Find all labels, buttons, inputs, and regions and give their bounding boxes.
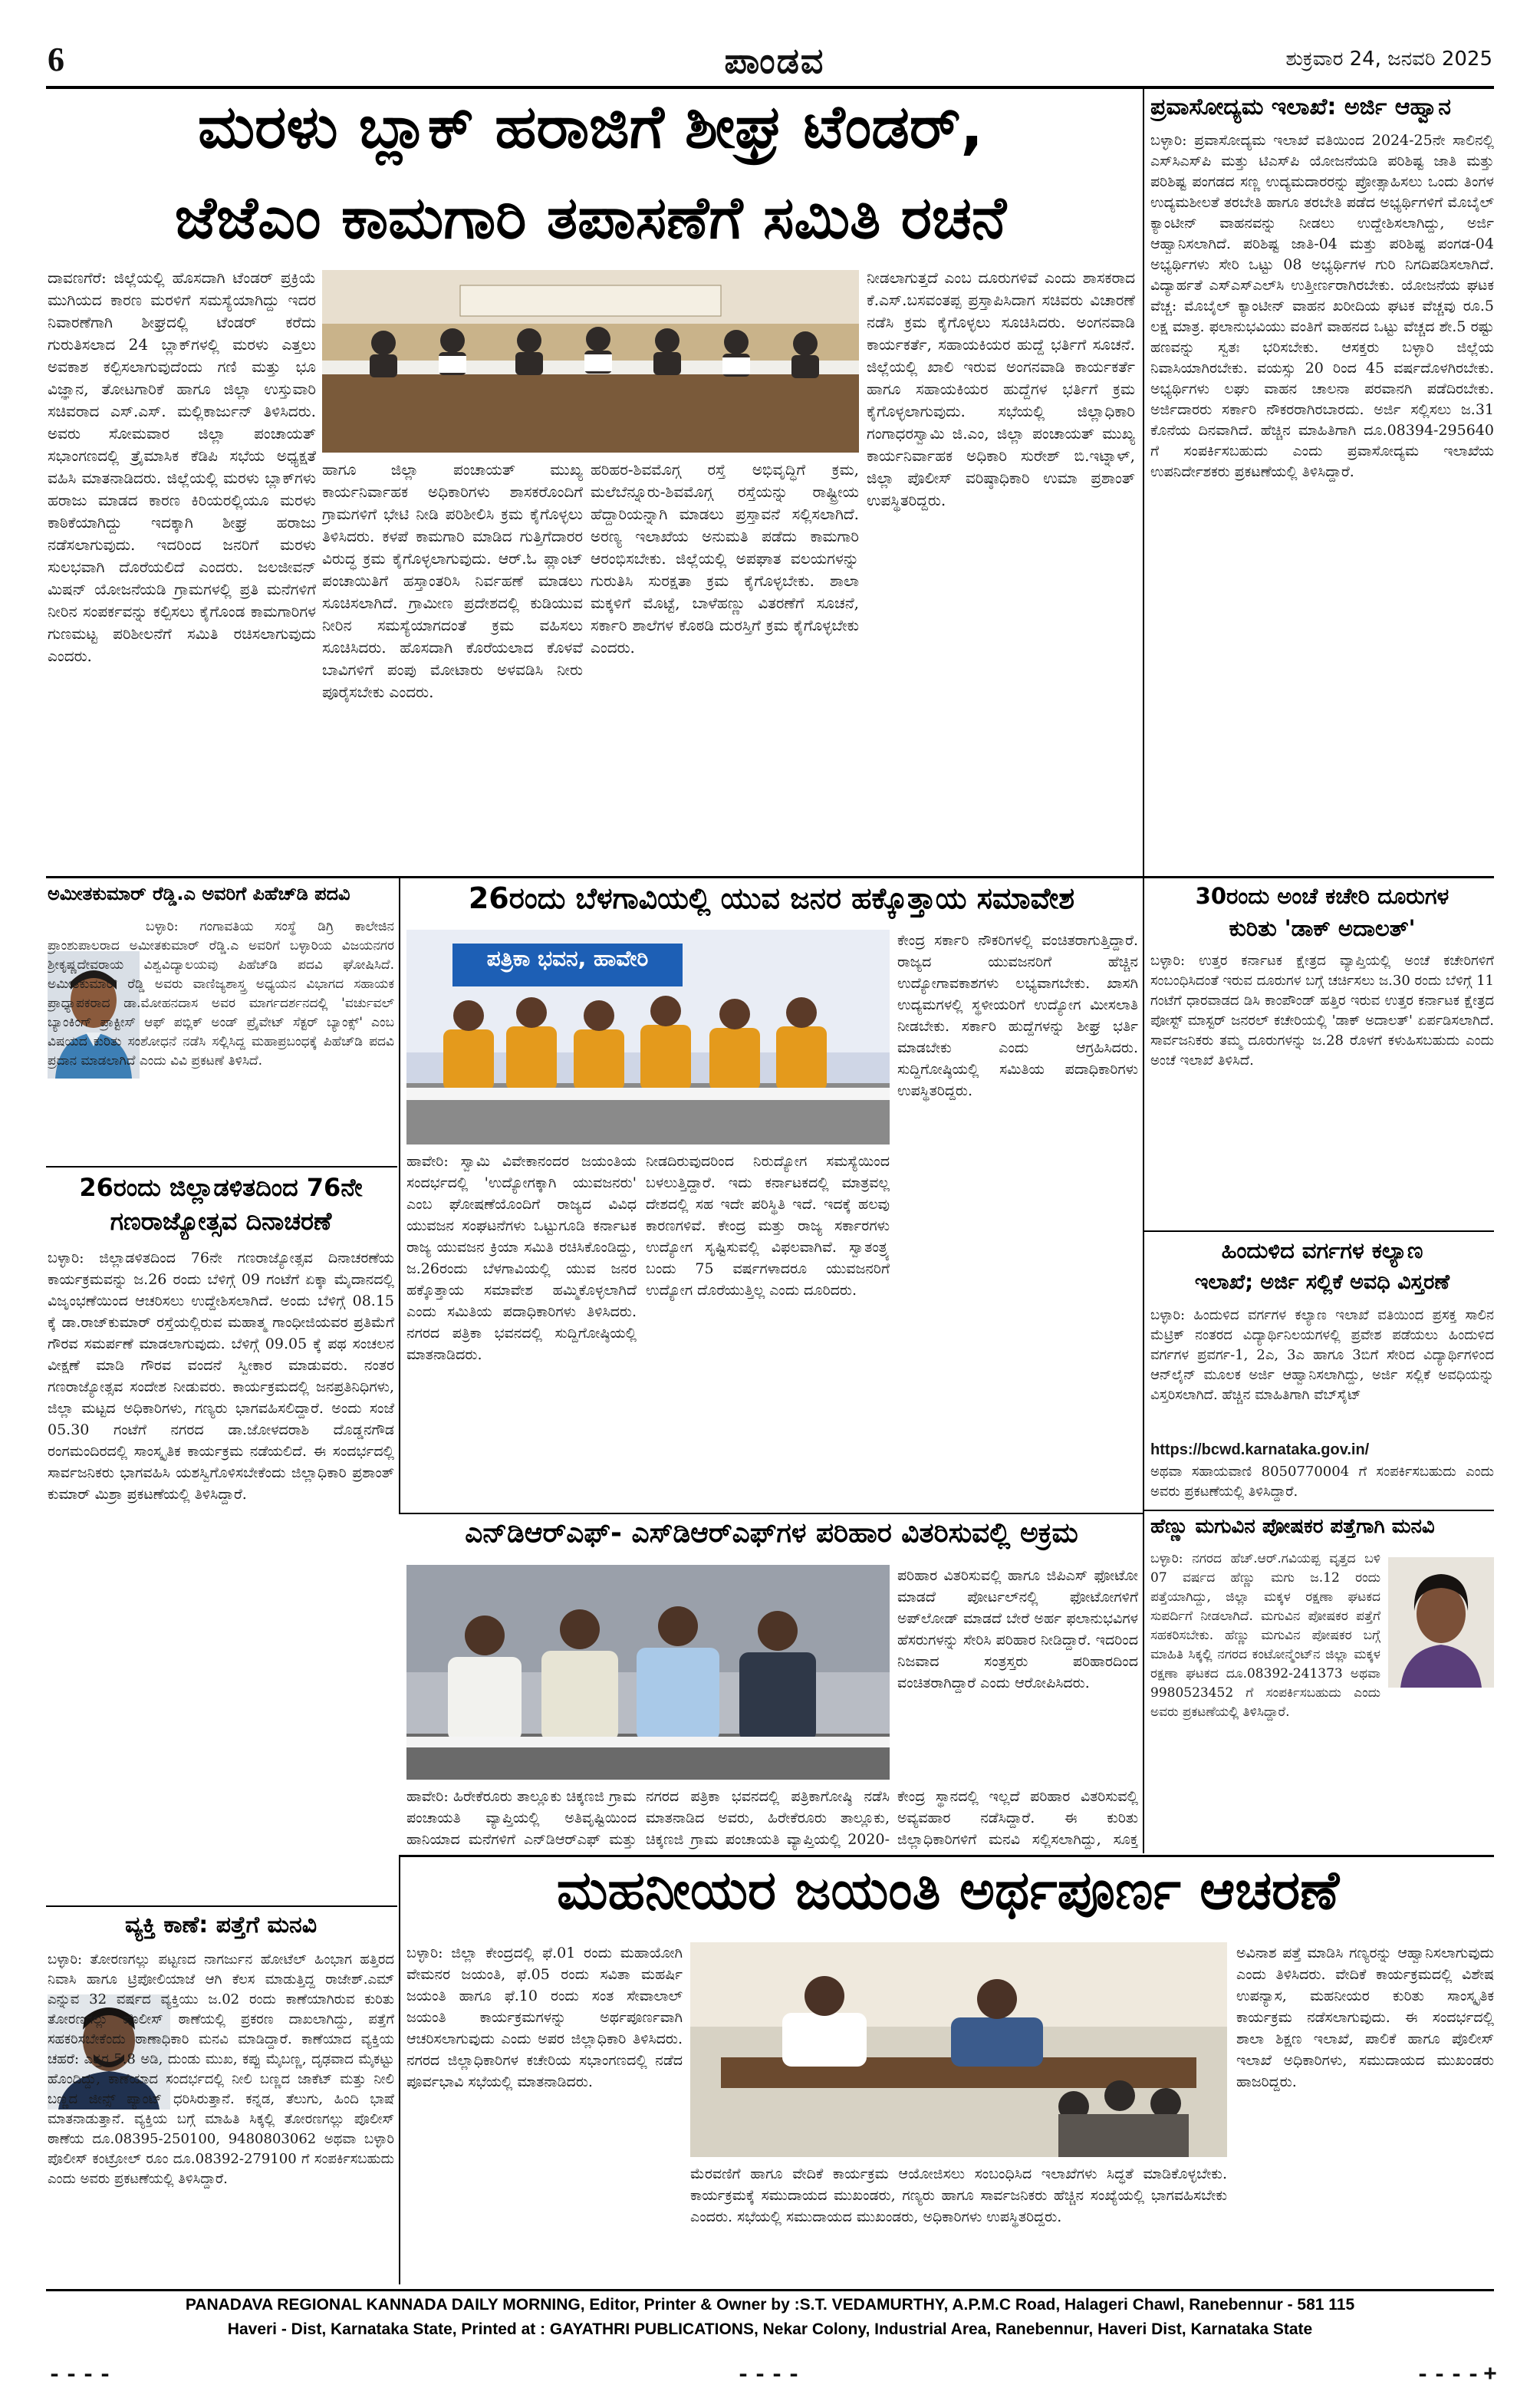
lead-headline-line2: ಜೆಜೆಎಂ ಕಾಮಗಾರಿ ತಪಾಸಣೆಗೆ ಸಮಿತಿ ರಚನೆ: [174, 184, 1007, 252]
ndrf-headline: ಎನ್‌ಡಿಆರ್‌ಎಫ್- ಎಸ್‌ಡಿಆರ್‌ಎಫ್‌ಗಳ ಪರಿಹಾರ ವಿತರಿಸುವಲ್ಲಿ ಅಕ್ರಮ: [465, 1517, 1078, 1549]
youth-headline: 26ರಂದು ಬೆಳಗಾವಿಯಲ್ಲಿ ಯುವ ಜನರ ಹಕ್ಕೊತ್ತಾಯ ಸಮಾವೇಶ: [468, 882, 1075, 915]
ndrf-col-1: ಹಾವೇರಿ: ಹಿರೇಕೆರೂರು ತಾಲ್ಲೂಕು ಚಿಕ್ಕಣಜಿ ಗ್ರಾಮ ಪಂಚಾಯತಿ ವ್ಯಾಪ್ತಿಯಲ್ಲಿ ಅತಿವೃಷ್ಟಿಯಿಂದ ಹಾನಿಯಾದ ಮನೆಗಳಿಗೆ ಎನ್‌ಡಿಆರ್‌ಎಫ್ ಮತ್ತು: [406, 1788, 637, 1848]
meeting-photo-image: [322, 270, 859, 453]
employment-body: ಬಳ್ಳಾರಿ: ಪ್ರವಾಸೋದ್ಯಮ ಇಲಾಖೆ ವತಿಯಿಂದ 2024-25ನೇ ಸಾಲಿನಲ್ಲಿ ಎಸ್‌ಸಿಎಸ್‌ಪಿ ಮತ್ತು ಟಿಎಸ್‌ಪಿ ಯೋಜನೆಯಡಿ ಪರಿಶಿಷ್ಟ ಜಾತಿ ಮತ್ತು ಪರಿಶಿಷ್ಟ ಪಂಗಡದ ಸಣ್ಣ ಉದ್ಯಮದಾರರನ್ನು ಪ್ರೋತ್ಸಾಹಿಸಲು ಒಂದು ತಿಂಗಳ ಉದ್ಯಮಶೀಲತೆ ತರಬೇತಿ ಹಾಗೂ ತರಬೇತಿ ಪಡೆದ ಅಭ್ಯರ್ಥಿಗಳಿಗೆ ಮೊಬೈಲ್ ಕ್ಯಾಂಟೀನ್ ವಾಹನವನ್ನು ನೀಡಲು ಉದ್ದೇಶಿಸಲಾಗಿದ್ದು, ಅರ್ಜಿ ಆಹ್ವಾನಿಸಲಾಗಿದೆ. ಪರಿಶಿಷ್ಟ ಜಾತಿ-04 ಮತ್ತು ಪರಿಶಿಷ್ಟ ಪಂಗಡ-04 ಅಭ್ಯರ್ಥಿಗಳು ಸೇರಿ ಒಟ್ಟು 08 ಅಭ್ಯರ್ಥಿಗಳ ಗುರಿ ನಿಗದಿಪಡಿಸಲಾಗಿದೆ. ವಿದ್ಯಾರ್ಹತೆ ಎಸ್‌ಎಸ್‌ಎಲ್‌ಸಿ ಉತ್ತೀರ್ಣರಾಗಿರಬೇಕು. ಯೋಜನೆಯ ಘಟಕ ವೆಚ್ಚ: ಮೊಬೈಲ್ ಕ್ಯಾಂಟೀನ್ ವಾಹನ ಖರೀದಿಯ ಘಟಕ ವೆಚ್ಚವು ರೂ.5 ಲಕ್ಷ ಮಾತ್ರ. ಫಲಾನುಭವಿಯು ವಂತಿಗೆ ವಾಹನದ ಒಟ್ಟು ವೆಚ್ಚದ ಶೇ.5 ರಷ್ಟು ಹಣವನ್ನು ಸ್ವತಃ ಭರಿಸಬೇಕು. ಆಸಕ್ತರು ಬಳ್ಳಾರಿ ಜಿಲ್ಲೆಯ ನಿವಾಸಿಯಾಗಿರಬೇಕು. ವಯಸ್ಸು 20 ರಿಂದ 45 ವರ್ಷದೊಳಗಿರಬೇಕು. ಅಭ್ಯರ್ಥಿಗಳು ಲಘು ವಾಹನ ಚಾಲನಾ ಪರವಾನಗಿ ಪಡೆದಿರಬೇಕು. ಅರ್ಜಿದಾರರು ಸರ್ಕಾರಿ ನೌಕರರಾಗಿರಬಾರದು. ಅರ್ಜಿ ಸಲ್ಲಿಸಲು ಜ.31 ಕೊನೆಯ ದಿನವಾಗಿದೆ. ಹೆಚ್ಚಿನ ಮಾಹಿತಿಗಾಗಿ ದೂ.08394-295640 ಗೆ ಸಂಪರ್ಕಿಸಬಹುದು ಎಂದು ಪ್ರವಾಸೋದ್ಯಮ ಇಲಾಖೆಯ ಉಪನಿರ್ದೇಶಕರು ಪ್ರಕಟಣೆಯಲ್ಲಿ ತಿಳಿಸಿದ್ದಾರೆ.: [1150, 132, 1494, 480]
meeting-photo: [322, 270, 859, 453]
amith-rule: [46, 1166, 397, 1168]
footer-rule: [46, 2289, 1494, 2291]
right-column-divider: [1143, 89, 1144, 1853]
ndrf-photo: [406, 1565, 890, 1780]
footer-dash-left: ----: [48, 2363, 116, 2389]
band-rule-right: [1144, 876, 1494, 878]
lead-col-1: ದಾವಣಗೆರೆ: ಜಿಲ್ಲೆಯಲ್ಲಿ ಹೊಸದಾಗಿ ಟೆಂಡರ್ ಪ್ರಕ್ರಿಯೆ ಮುಗಿಯದ ಕಾರಣ ಮರಳಿಗೆ ಸಮಸ್ಯೆಯಾಗಿದ್ದು ಇದರ ನಿವಾರಣೆಗಾಗಿ ಶೀಘ್ರದಲ್ಲಿ ಟೆಂಡರ್ ಕರೆದು ಗುರುತಿಸಲಾದ 24 ಬ್ಲಾಕ್‌ಗಳಲ್ಲಿ ಮರಳು ಎತ್ತಲು ಅವಕಾಶ ಕಲ್ಪಿಸಲಾಗುವುದೆಂದು ಗಣಿ ಮತ್ತು ಭೂ ವಿಜ್ಞಾನ, ತೋಟಗಾರಿಕೆ ಹಾಗೂ ಜಿಲ್ಲಾ ಉಸ್ತುವಾರಿ ಸಚಿವರಾದ ಎಸ್.ಎಸ್. ಮಲ್ಲಿಕಾರ್ಜುನ್ ತಿಳಿಸಿದರು. ಅವರು ಸೋಮವಾರ ಜಿಲ್ಲಾ ಪಂಚಾಯತ್ ಸಭಾಂಗಣದಲ್ಲಿ ತ್ರೈಮಾಸಿಕ ಕೆಡಿಪಿ ಸಭೆಯ ಅಧ್ಯಕ್ಷತೆ ವಹಿಸಿ ಮಾತನಾಡಿದರು. ಜಿಲ್ಲೆಯಲ್ಲಿ ಮರಳು ಬ್ಲಾಕ್‌ಗಳು ಹರಾಜು ಮಾಡದ ಕಾರಣ ಕಿರಿಯರಲ್ಲಿಯೂ ಮರಳು ಕಾಠಿಕೆಯಾಗಿದ್ದು ಇದಕ್ಕಾಗಿ ಶೀಘ್ರ ಹರಾಜು ನಡೆಸಲಾಗುವುದು. ಇದರಿಂದ ಜನರಿಗೆ ಮರಳು ಸುಲಭವಾಗಿ ದೊರೆಯಲಿದೆ ಎಂದರು. ಜಲಜೀವನ್ ಮಿಷನ್ ಯೋಜನೆಯಡಿ ಗ್ರಾಮಗಳಲ್ಲಿ ಪ್ರತಿ ಮನೆಗಳಿಗೆ ನೀರಿನ ಸಂಪರ್ಕವನ್ನು ಕಲ್ಪಿಸಲು ಕೈಗೊಂಡ ಕಾಮಗಾರಿಗಳ ಗುಣಮಟ್ಟ ಪರಿಶೀಲನೆಗೆ ಸಮಿತಿ ರಚಿಸಲಾಗುವುದು ಎಂದರು.: [48, 268, 316, 665]
girl-headline: ಹೆಣ್ಣು ಮಗುವಿನ ಪೋಷಕರ ಪತ್ತೆಗಾಗಿ ಮನವಿ: [1150, 1515, 1435, 1538]
jayanti-top-rule: [399, 1855, 1494, 1857]
backward-headline-line1: ಹಿಂದುಳಿದ ವರ್ಗಗಳ ಕಲ್ಯಾಣ: [1221, 1237, 1423, 1263]
page-number: 6: [48, 41, 64, 78]
backward-headline-line2: ಇಲಾಖೆ; ಅರ್ಜಿ ಸಲ್ಲಿಕೆ ಅವಧಿ ವಿಸ್ತರಣೆ: [1194, 1270, 1450, 1294]
youth-col-1: ಹಾವೇರಿ: ಸ್ವಾಮಿ ವಿವೇಕಾನಂದರ ಜಯಂತಿಯ ಸಂದರ್ಭದಲ್ಲಿ 'ಉದ್ಯೋಗಕ್ಕಾಗಿ ಯುವಜನರು' ಎಂಬ ಘೋಷಣೆಯೊಂದಿಗೆ ರಾಜ್ಯದ ವಿವಿಧ ಯುವಜನ ಸಂಘಟನೆಗಳು ಒಟ್ಟುಗೂಡಿ ಕರ್ನಾಟಕ ರಾಜ್ಯ ಯುವಜನ ಕ್ರಿಯಾ ಸಮಿತಿ ರಚಿಸಿಕೊಂಡಿದ್ದು, ಜ.26ರಂದು ಬೆಳಗಾವಿಯಲ್ಲಿ ಯುವ ಜನರ ಹಕ್ಕೊತ್ತಾಯ ಸಮಾವೇಶ ಹಮ್ಮಿಕೊಳ್ಳಲಾಗಿದೆ ಎಂದು ಸಮಿತಿಯ ಪದಾಧಿಕಾರಿಗಳು ತಿಳಿಸಿದರು. ನಗರದ ಪತ್ರಿಕಾ ಭವನದಲ್ಲಿ ಸುದ್ದಿಗೋಷ್ಠಿಯಲ್ಲಿ ಮಾತನಾಡಿದರು.: [406, 1153, 637, 1363]
mid-divider-left: [399, 878, 400, 1514]
lead-col-2: ಹಾಗೂ ಜಿಲ್ಲಾ ಪಂಚಾಯತ್ ಮುಖ್ಯ ಕಾರ್ಯನಿರ್ವಾಹಕ ಅಧಿಕಾರಿಗಳು ಶಾಸಕರೊಂದಿಗೆ ಗ್ರಾಮಗಳಿಗೆ ಭೇಟಿ ನೀಡಿ ಪರಿಶೀಲಿಸಿ ಕ್ರಮ ಕೈಗೊಳ್ಳಲು ತಿಳಿಸಿದರು. ಕಳಪೆ ಕಾಮಗಾರಿ ಮಾಡಿದ ಗುತ್ತಿಗೆದಾರರ ವಿರುದ್ಧ ಕ್ರಮ ಕೈಗೊಳ್ಳಲಾಗುವುದು. ಆರ್.ಓ ಪ್ಲಾಂಟ್ ಪಂಚಾಯಿತಿಗೆ ಹಸ್ತಾಂತರಿಸಿ ನಿರ್ವಹಣೆ ಮಾಡಲು ಸೂಚಿಸಲಾಗಿದೆ. ಗ್ರಾಮೀಣ ಪ್ರದೇಶದಲ್ಲಿ ಕುಡಿಯುವ ನೀರಿನ ಸಮಸ್ಯೆಯಾಗದಂತೆ ಕ್ರಮ ವಹಿಸಲು ಸೂಚಿಸಿದರು. ಹೊಸದಾಗಿ ಕೊರೆಯಲಾದ ಕೊಳವೆ ಬಾವಿಗಳಿಗೆ ಪಂಪು ಮೋಟಾರು ಅಳವಡಿಸಿ ನೀರು ಪೂರೈಸಬೇಕು ಎಂದರು.: [322, 460, 583, 701]
masthead-rule: [46, 86, 1494, 89]
post-rule: [1144, 1230, 1494, 1232]
backward-rule: [1144, 1510, 1494, 1511]
girl-body: ಬಳ್ಳಾರಿ: ನಗರದ ಹೆಚ್.ಆರ್.ಗವಿಯಪ್ಪ ವೃತ್ತದ ಬಳಿ 07 ವರ್ಷದ ಹೆಣ್ಣು ಮಗು ಜ.12 ರಂದು ಪತ್ತೆಯಾಗಿದ್ದು, ಜಿಲ್ಲಾ ಮಕ್ಕಳ ರಕ್ಷಣಾ ಘಟಕದ ಸುಪರ್ದಿಗೆ ನೀಡಲಾಗಿದೆ. ಮಗುವಿನ ಪೋಷಕರ ಪತ್ತೆಗೆ ಸಹಕರಿಸಬೇಕು. ಹೆಣ್ಣು ಮಗುವಿನ ಪೋಷಕರ ಬಗ್ಗೆ ಮಾಹಿತಿ ಸಿಕ್ಕಲ್ಲಿ ನಗರದ ಕಂಟೋನ್ಮೆಂಟ್‌ನ ಜಿಲ್ಲಾ ಮಕ್ಕಳ ರಕ್ಷಣಾ ಘಟಕದ ದೂ.08392-241373 ಅಥವಾ 9980523452 ಗೆ ಸಂಪರ್ಕಿಸಬಹುದು ಎಂದು ಅವರು ಪ್ರಕಟಣೆಯಲ್ಲಿ ತಿಳಿಸಿದ್ದಾರೆ.: [1150, 1551, 1380, 1720]
post-headline-line2: ಕುರಿತು 'ಡಾಕ್ ಅದಾಲತ್': [1229, 915, 1416, 941]
ndrf-top-text: ಪರಿಹಾರ ವಿತರಿಸುವಲ್ಲಿ ಹಾಗೂ ಜಿಪಿಎಸ್ ಫೋಟೋ ಮಾಡದೆ ಪೋರ್ಟಲ್‌ನಲ್ಲಿ ಫೋಟೋಗಳಿಗೆ ಅಪ್‌ಲೋಡ್ ಮಾಡದೆ ಬೇರೆ ಅರ್ಹ ಫಲಾನುಭವಿಗಳ ಹೆಸರುಗಳನ್ನು ಸೇರಿಸಿ ಪರಿಹಾರ ನೀಡಿದ್ದಾರೆ. ಇದರಿಂದ ನಿಜವಾದ ಸಂತ್ರಸ್ತರು ಪರಿಹಾರದಿಂದ ವಂಚಿತರಾಗಿದ್ದಾರೆ ಎಂದು ಆರೋಪಿಸಿದರು.: [897, 1567, 1138, 1691]
girl-portrait: [1388, 1557, 1494, 1688]
jayanti-col-3: ಅವಿನಾಶ ಪತ್ತೆ ಮಾಡಿಸಿ ಗಣ್ಯರನ್ನು ಆಹ್ವಾನಿಸಲಾಗುವುದು ಎಂದು ತಿಳಿಸಿದರು. ವೇದಿಕೆ ಕಾರ್ಯಕ್ರಮದಲ್ಲಿ ವಿಶೇಷ ಉಪನ್ಯಾಸ, ಮಹನೀಯರ ಕುರಿತು ಸಾಂಸ್ಕೃತಿಕ ಕಾರ್ಯಕ್ರಮ ನಡೆಸಲಾಗುವುದು. ಈ ಸಂದರ್ಭದಲ್ಲಿ ಶಾಲಾ ಶಿಕ್ಷಣ ಇಲಾಖೆ, ಪಾಲಿಕೆ ಹಾಗೂ ಪೊಲೀಸ್ ಇಲಾಖೆ ಅಧಿಕಾರಿಗಳು, ಸಮುದಾಯದ ಮುಖಂಡರು ಹಾಜರಿದ್ದರು.: [1236, 1945, 1494, 2090]
ndrf-col-2: ನಗರದ ಪತ್ರಿಕಾ ಭವನದಲ್ಲಿ ಪತ್ರಿಕಾಗೋಷ್ಠಿ ನಡೆಸಿ ಮಾತನಾಡಿದ ಅವರು, ಹಿರೇಕೆರೂರು ತಾಲ್ಲೂಕು, ಚಿಕ್ಕಣಜಿ ಗ್ರಾಮ ಪಂಚಾಯತಿ ವ್ಯಾಪ್ತಿಯಲ್ಲಿ 2020-: [646, 1788, 890, 1848]
lead-col-3: ಹರಿಹರ-ಶಿವಮೊಗ್ಗ ರಸ್ತೆ ಅಭಿವೃದ್ಧಿಗೆ ಕ್ರಮ, ಮಲೆಬೆನ್ನೂರು-ಶಿವಮೊಗ್ಗ ರಸ್ತೆಯನ್ನು ರಾಷ್ಟ್ರೀಯ ಹೆದ್ದಾರಿಯನ್ನಾಗಿ ಮಾಡಲು ಪ್ರಸ್ತಾವನೆ ಸಲ್ಲಿಸಲಾಗಿದೆ. ಅರಣ್ಯ ಇಲಾಖೆಯ ಅನುಮತಿ ಪಡೆದು ಕಾಮಗಾರಿ ಆರಂಭಿಸಬೇಕು. ಜಿಲ್ಲೆಯಲ್ಲಿ ಅಪಘಾತ ವಲಯಗಳನ್ನು ಗುರುತಿಸಿ ಸುರಕ್ಷತಾ ಕ್ರಮ ಕೈಗೊಳ್ಳಬೇಕು. ಶಾಲಾ ಮಕ್ಕಳಿಗೆ ಮೊಟ್ಟೆ, ಬಾಳೆಹಣ್ಣು ವಿತರಣೆಗೆ ಸೂಚನೆ, ಸರ್ಕಾರಿ ಶಾಲೆಗಳ ಕೊಠಡಿ ದುರಸ್ತಿಗೆ ಕ್ರಮ ಕೈಗೊಳ್ಳಬೇಕು ಎಂದರು.: [591, 460, 859, 657]
footer-line-1: PANADAVA REGIONAL KANNADA DAILY MORNING, Editor, Printer & Owner by :S.T. VEDAMURTHY, A.P.M.C Road, Halageri Chawl, Ranebennur - 581 115: [185, 2296, 1355, 2314]
republic-headline-line1: 26ರಂದು ಜಿಲ್ಲಾಡಳಿತದಿಂದ 76ನೇ: [79, 1173, 363, 1202]
jayanti-headline: ಮಹನೀಯರ ಜಯಂತಿ ಅರ್ಥಪೂರ್ಣ ಆಚರಣೆ: [556, 1859, 1340, 1922]
ndrf-col-3: ಕೇಂದ್ರ ಸ್ಥಾನದಲ್ಲಿ ಇಲ್ಲದೆ ಪರಿಹಾರ ವಿತರಿಸುವಲ್ಲಿ ಅವ್ಯವಹಾರ ನಡೆಸಿದ್ದಾರೆ. ಈ ಕುರಿತು ಜಿಲ್ಲಾಧಿಕಾರಿಗಳಿಗೆ ಮನವಿ ಸಲ್ಲಿಸಲಾಗಿದ್ದು, ಸೂಕ್ತ: [897, 1788, 1138, 1848]
jayanti-left-divider: [399, 1855, 400, 2284]
post-headline-line1: 30ರಂದು ಅಂಚೆ ಕಚೇರಿ ದೂರುಗಳ: [1195, 883, 1450, 909]
republic-headline-line2: ಗಣರಾಜ್ಯೋತ್ಸವ ದಿನಾಚರಣೆ: [110, 1207, 332, 1236]
lead-headline-line1: ಮರಳು ಬ್ಲಾಕ್ ಹರಾಜಿಗೆ ಶೀಘ್ರ ಟೆಂಡರ್,: [197, 94, 984, 162]
republic-body: ಬಳ್ಳಾರಿ: ಜಿಲ್ಲಾಡಳಿತದಿಂದ 76ನೇ ಗಣರಾಜ್ಯೋತ್ಸವ ದಿನಾಚರಣೆಯ ಕಾರ್ಯಕ್ರಮವನ್ನು ಜ.26 ರಂದು ಬೆಳಿಗ್ಗೆ 09 ಗಂಟೆಗೆ ಏಕ್ಕಾ ಮೈದಾನದಲ್ಲಿ ವಿಜೃಂಭಣೆಯಿಂದ ಆಚರಿಸಲು ಉದ್ದೇಶಿಸಲಾಗಿದೆ. ಅಂದು ಬೆಳಿಗ್ಗೆ 08.15 ಕ್ಕೆ ಡಾ.ರಾಜ್‌ಕುಮಾರ್ ರಸ್ತೆಯಲ್ಲಿರುವ ಮಹಾತ್ಮ ಗಾಂಧೀಜಿಯವರ ಪ್ರತಿಮೆಗೆ ಗೌರವ ಸಮರ್ಪಣೆ ಮಾಡಲಾಗುವುದು. ಬೆಳಿಗ್ಗೆ 09.05 ಕ್ಕೆ ಪಥ ಸಂಚಲನ ವೀಕ್ಷಣೆ ಮಾಡಿ ಗೌರವ ವಂದನೆ ಸ್ವೀಕಾರ ಮಾಡುವರು. ನಂತರ ಗಣರಾಜ್ಯೋತ್ಸವ ಸಂದೇಶ ನೀಡುವರು. ಕಾರ್ಯಕ್ರಮದಲ್ಲಿ ಜನಪ್ರತಿನಿಧಿಗಳು, ಜಿಲ್ಲಾ ಮಟ್ಟದ ಅಧಿಕಾರಿಗಳು, ಗಣ್ಯರು ಭಾಗವಹಿಸಲಿದ್ದಾರೆ. ಅಂದು ಸಂಜೆ 05.30 ಗಂಟೆಗೆ ನಗರದ ಡಾ.ಜೋಳದರಾಶಿ ದೊಡ್ಡನಗೌಡ ರಂಗಮಂದಿರದಲ್ಲಿ ಸಾಂಸ್ಕೃತಿಕ ಕಾರ್ಯಕ್ರಮ ನಡೆಯಲಿದೆ. ಈ ಸಂದರ್ಭದಲ್ಲಿ ಸಾರ್ವಜನಿಕರು ಭಾಗವಹಿಸಿ ಯಶಸ್ವಿಗೊಳಿಸಬೇಕೆಂದು ಜಿಲ್ಲಾಧಿಕಾರಿ ಪ್ರಶಾಂತ್ ಕುಮಾರ್ ಮಿಶ್ರಾ ಪ್ರಕಟಣೆಯಲ್ಲಿ ತಿಳಿಸಿದ್ದಾರೆ.: [48, 1250, 394, 1503]
lead-col-4: ನೀಡಲಾಗುತ್ತದೆ ಎಂಬ ದೂರುಗಳಿವೆ ಎಂದು ಶಾಸಕರಾದ ಕೆ.ಎಸ್.ಬಸವಂತಪ್ಪ ಪ್ರಸ್ತಾಪಿಸಿದಾಗ ಸಚಿವರು ವಿಚಾರಣೆ ನಡೆಸಿ ಕ್ರಮ ಕೈಗೊಳ್ಳಲು ಸೂಚಿಸಿದರು. ಅಂಗನವಾಡಿ ಕಾರ್ಯಕರ್ತೆ, ಸಹಾಯಕಿಯರ ಹುದ್ದೆ ಭರ್ತಿಗೆ ಸೂಚನೆ. ಜಿಲ್ಲೆಯಲ್ಲಿ ಖಾಲಿ ಇರುವ ಅಂಗನವಾಡಿ ಕಾರ್ಯಕರ್ತೆ ಹಾಗೂ ಸಹಾಯಕಿಯರ ಹುದ್ದೆಗಳ ಭರ್ತಿಗೆ ಕ್ರಮ ಕೈಗೊಳ್ಳಲಾಗುವುದು. ಸಭೆಯಲ್ಲಿ ಜಿಲ್ಲಾಧಿಕಾರಿ ಗಂಗಾಧರಸ್ವಾಮಿ ಜಿ.ಎಂ, ಜಿಲ್ಲಾ ಪಂಚಾಯತ್ ಮುಖ್ಯ ಕಾರ್ಯನಿರ್ವಾಹಕ ಅಧಿಕಾರಿ ಸುರೇಶ್ ಬಿ.ಇಟ್ನಾಳ್, ಜಿಲ್ಲಾ ಪೊಲೀಸ್ ವರಿಷ್ಠಾಧಿಕಾರಿ ಉಮಾ ಪ್ರಶಾಂತ್ ಉಪಸ್ಥಿತರಿದ್ದರು.: [867, 268, 1135, 509]
paper-name: ಪಾಂಡವ: [724, 40, 825, 81]
footer-dash-right: ----+: [1416, 2363, 1501, 2389]
jayanti-meeting-photo: [690, 1942, 1227, 2157]
amith-headline: ಅಮೀತಕುಮಾರ್ ರೆಡ್ಡಿ.ಎ ಅವರಿಗೆ ಪಿಹೆಚ್‌ಡಿ ಪದವಿ: [48, 883, 350, 904]
ndrf-rule: [399, 1513, 1143, 1514]
backward-body: ಬಳ್ಳಾರಿ: ಹಿಂದುಳಿದ ವರ್ಗಗಳ ಕಲ್ಯಾಣ ಇಲಾಖೆ ವತಿಯಿಂದ ಪ್ರಸಕ್ತ ಸಾಲಿನ ಮೆಟ್ರಿಕ್ ನಂತರದ ವಿದ್ಯಾರ್ಥಿನಿಲಯಗಳಲ್ಲಿ ಪ್ರವೇಶ ಪಡೆಯಲು ಹಿಂದುಳಿದ ವರ್ಗಗಳ ಪ್ರವರ್ಗ-1, 2ಎ, 3ಎ ಹಾಗೂ 3ಬಿಗೆ ಸೇರಿದ ವಿದ್ಯಾರ್ಥಿಗಳಿಂದ ಆನ್‌ಲೈನ್ ಮೂಲಕ ಅರ್ಜಿ ಆಹ್ವಾನಿಸಲಾಗಿದ್ದು, ಅರ್ಜಿ ಸಲ್ಲಿಕೆ ಅವಧಿಯನ್ನು ವಿಸ್ತರಿಸಲಾಗಿದೆ. ಹೆಚ್ಚಿನ ಮಾಹಿತಿಗಾಗಿ ವೆಬ್‌ಸೈಟ್: [1150, 1307, 1494, 1403]
post-body: ಬಳ್ಳಾರಿ: ಉತ್ತರ ಕರ್ನಾಟಕ ಕ್ಷೇತ್ರದ ವ್ಯಾಪ್ತಿಯಲ್ಲಿ ಅಂಚೆ ಕಚೇರಿಗಳಿಗೆ ಸಂಬಂಧಿಸಿದಂತೆ ಇರುವ ದೂರುಗಳ ಬಗ್ಗೆ ಚರ್ಚಿಸಲು ಜ.30 ರಂದು ಬೆಳಿಗ್ಗೆ 11 ಗಂಟೆಗೆ ಧಾರವಾಡದ ಡಿಸಿ ಕಾಂಪೌಂಡ್ ಹತ್ತಿರ ಇರುವ ಉತ್ತರ ಕರ್ನಾಟಕ ಕ್ಷೇತ್ರದ ಪೋಸ್ಟ್ ಮಾಸ್ಟರ್ ಜನರಲ್ ಕಚೇರಿಯಲ್ಲಿ 'ಡಾಕ್ ಅದಾಲತ್' ಏರ್ಪಡಿಸಲಾಗಿದೆ. ಸಾರ್ವಜನಿಕರು ತಮ್ಮ ದೂರುಗಳನ್ನು ಜ.28 ರೊಳಗೆ ಕಳುಹಿಸಬಹುದು ಎಂದು ಅಂಚೆ ಇಲಾಖೆ ತಿಳಿಸಿದೆ.: [1150, 953, 1494, 1069]
jayanti-photo: [690, 1942, 1227, 2157]
backward-body-tail: ಅಥವಾ ಸಹಾಯವಾಣಿ 8050770004 ಗೆ ಸಂಪರ್ಕಿಸಬಹುದು ಎಂದು ಅವರು ಪ್ರಕಟಣೆಯಲ್ಲಿ ತಿಳಿಸಿದ್ದಾರೆ.: [1150, 1464, 1494, 1500]
jayanti-col-1: ಬಳ್ಳಾರಿ: ಜಿಲ್ಲಾ ಕೇಂದ್ರದಲ್ಲಿ ಫೆ.01 ರಂದು ಮಹಾಯೋಗಿ ವೇಮನರ ಜಯಂತಿ, ಫೆ.05 ರಂದು ಸವಿತಾ ಮಹರ್ಷಿ ಜಯಂತಿ ಹಾಗೂ ಫೆ.10 ರಂದು ಸಂತ ಸೇವಾಲಾಲ್ ಜಯಂತಿ ಕಾರ್ಯಕ್ರಮಗಳನ್ನು ಅರ್ಥಪೂರ್ಣವಾಗಿ ಆಚರಿಸಲಾಗುವುದು ಎಂದು ಅಪರ ಜಿಲ್ಲಾಧಿಕಾರಿ ತಿಳಿಸಿದರು. ನಗರದ ಜಿಲ್ಲಾಧಿಕಾರಿಗಳ ಕಚೇರಿಯ ಸಭಾಂಗಣದಲ್ಲಿ ನಡೆದ ಪೂರ್ವಭಾವಿ ಸಭೆಯಲ್ಲಿ ಮಾತನಾಡಿದರು.: [406, 1945, 683, 2090]
issue-date: ಶುಕ್ರವಾರ 24, ಜನವರಿ 2025: [1285, 48, 1492, 71]
backward-website-link[interactable]: https://bcwd.karnataka.gov.in/: [1150, 1441, 1370, 1458]
girl-photo: [1388, 1557, 1494, 1688]
republic-rule: [46, 1905, 397, 1907]
jayanti-col-2: ಮೆರವಣಿಗೆ ಹಾಗೂ ವೇದಿಕೆ ಕಾರ್ಯಕ್ರಮ ಆಯೋಜಿಸಲು ಸಂಬಂಧಿಸಿದ ಇಲಾಖೆಗಳು ಸಿದ್ಧತೆ ಮಾಡಿಕೊಳ್ಳಬೇಕು. ಕಾರ್ಯಕ್ರಮಕ್ಕೆ ಸಮುದಾಯದ ಮುಖಂಡರು, ಗಣ್ಯರು ಹಾಗೂ ಸಾರ್ವಜನಿಕರು ಹೆಚ್ಚಿನ ಸಂಖ್ಯೆಯಲ್ಲಿ ಭಾಗವಹಿಸಬೇಕು ಎಂದರು. ಸಭೆಯಲ್ಲಿ ಸಮುದಾಯದ ಮುಖಂಡರು, ಅಧಿಕಾರಿಗಳು ಉಪಸ್ಥಿತರಿದ್ದರು.: [690, 2166, 1227, 2225]
missing-headline: ವ್ಯಕ್ತಿ ಕಾಣೆ: ಪತ್ತೆಗೆ ಮನವಿ: [124, 1912, 318, 1938]
footer-line-2: Haveri - Dist, Karnataka State, Printed at : GAYATHRI PUBLICATIONS, Nekar Colony, Industrial Area, Ranebennur, Haveri Dist, Karnataka State: [227, 2320, 1313, 2338]
youth-banner-text: ಪತ್ರಿಕಾ ಭವನ, ಹಾವೇರಿ: [486, 946, 649, 971]
employment-headline: ಪ್ರವಾಸೋದ್ಯಮ ಇಲಾಖೆ: ಅರ್ಜಿ ಆಹ್ವಾನ: [1150, 94, 1451, 120]
youth-col-3: ಕೇಂದ್ರ ಸರ್ಕಾರಿ ನೌಕರಿಗಳಲ್ಲಿ ವಂಚಿತರಾಗುತ್ತಿದ್ದಾರೆ. ರಾಜ್ಯದ ಯುವಜನರಿಗೆ ಹೆಚ್ಚಿನ ಉದ್ಯೋಗಾವಕಾಶಗಳು ಲಭ್ಯವಾಗಬೇಕು. ಖಾಸಗಿ ಉದ್ಯಮಗಳಲ್ಲಿ ಸ್ಥಳೀಯರಿಗೆ ಉದ್ಯೋಗ ಮೀಸಲಾತಿ ನೀಡಬೇಕು. ಸರ್ಕಾರಿ ಹುದ್ದೆಗಳನ್ನು ಶೀಘ್ರ ಭರ್ತಿ ಮಾಡಬೇಕು ಎಂದು ಆಗ್ರಹಿಸಿದರು. ಸುದ್ದಿಗೋಷ್ಠಿಯಲ್ಲಿ ಸಮಿತಿಯ ಪದಾಧಿಕಾರಿಗಳು ಉಪಸ್ಥಿತರಿದ್ದರು.: [897, 932, 1138, 1099]
footer-dash-mid: ----: [736, 2363, 805, 2389]
amith-body: ಬಳ್ಳಾರಿ: ಗಂಗಾವತಿಯ ಸಂಸ್ಥೆ ಡಿಗ್ರಿ ಕಾಲೇಜಿನ ಪ್ರಾಂಶುಪಾಲರಾದ ಅಮೀತಕುಮಾರ್ ರೆಡ್ಡಿ.ಎ ಅವರಿಗೆ ಬಳ್ಳಾರಿಯ ವಿಜಯನಗರ ಶ್ರೀಕೃಷ್ಣದೇವರಾಯ ವಿಶ್ವವಿದ್ಯಾಲಯವು ಪಿಹೆಚ್‌ಡಿ ಪದವಿ ಘೋಷಿಸಿದೆ. ಅಮೀತಕುಮಾರ್ ರೆಡ್ಡಿ ಅವರು ವಾಣಿಜ್ಯಶಾಸ್ತ್ರ ಅಧ್ಯಯನ ವಿಭಾಗದ ಸಹಾಯಕ ಪ್ರಾಧ್ಯಾಪಕರಾದ ಡಾ.ಮೋಹನದಾಸ ಅವರ ಮಾರ್ಗದರ್ಶನದಲ್ಲಿ 'ವರ್ಚುವಲ್ ಬ್ಯಾಂಕಿಂಗ್ ಪ್ರಾಕ್ಟೀಸ್ ಆಫ್ ಪಬ್ಲಿಕ್ ಅಂಡ್ ಪ್ರೈವೇಟ್ ಸೆಕ್ಟರ್ ಬ್ಯಾಂಕ್ಸ್' ಎಂಬ ವಿಷಯದ ಕುರಿತು ಸಂಶೋಧನೆ ನಡೆಸಿ ಸಲ್ಲಿಸಿದ್ದ ಮಹಾಪ್ರಬಂಧಕ್ಕೆ ಪಿಹೆಚ್‌ಡಿ ಪದವಿ ಪ್ರದಾನ ಮಾಡಲಾಗಿದೆ ಎಂದು ವಿವಿ ಪ್ರಕಟಣೆ ತಿಳಿಸಿದೆ.: [48, 919, 394, 1069]
band-rule-1: [46, 876, 1143, 878]
missing-body: ಬಳ್ಳಾರಿ: ತೋರಣಗಲ್ಲು ಪಟ್ಟಣದ ನಾಗರ್ಜುನ ಹೋಟೆಲ್ ಹಿಂಭಾಗ ಹತ್ತಿರದ ನಿವಾಸಿ ಹಾಗೂ ಟ್ರಿಪೋಲಿಯಾಜೆ ಆಗಿ ಕೆಲಸ ಮಾಡುತ್ತಿದ್ದ ರಾಜೇಶ್.ಎಮ್ ಎನ್ನುವ 32 ವರ್ಷದ ವ್ಯಕ್ತಿಯು ಜ.02 ರಂದು ಕಾಣೆಯಾಗಿರುವ ಕುರಿತು ತೋರಣಗಲ್ಲು ಪೊಲೀಸ್ ಠಾಣೆಯಲ್ಲಿ ಪ್ರಕರಣ ದಾಖಲಾಗಿದ್ದು, ಪತ್ತೆಗೆ ಸಹಕರಿಸಬೇಕೆಂದು ಠಾಣಾಧಿಕಾರಿ ಮನವಿ ಮಾಡಿದ್ದಾರೆ. ಕಾಣೆಯಾದ ವ್ಯಕ್ತಿಯ ಚಹರೆ: ಎತ್ತರ 5.8 ಅಡಿ, ದುಂಡು ಮುಖ, ಕಪ್ಪು ಮೈಬಣ್ಣ, ದೃಢವಾದ ಮೈಕಟ್ಟು ಹೊಂದಿದ್ದು, ಕಾಣೆಯಾದ ಸಂದರ್ಭದಲ್ಲಿ ನೀಲಿ ಬಣ್ಣದ ಜಾಕೆಟ್ ಮತ್ತು ನೀಲಿ ಬಣ್ಣದ ಜೀನ್ಸ್ ಪ್ಯಾಂಟ್ ಧರಿಸಿರುತ್ತಾನೆ. ಕನ್ನಡ, ತೆಲುಗು, ಹಿಂದಿ ಭಾಷೆ ಮಾತನಾಡುತ್ತಾನೆ. ವ್ಯಕ್ತಿಯ ಬಗ್ಗೆ ಮಾಹಿತಿ ಸಿಕ್ಕಲ್ಲಿ ತೋರಣಗಲ್ಲು ಪೊಲೀಸ್ ಠಾಣೆಯ ದೂ.08395-250100, 9480803062 ಅಥವಾ ಬಳ್ಳಾರಿ ಪೊಲೀಸ್ ಕಂಟ್ರೋಲ್ ರೂಂ ದೂ.08392-279100 ಗೆ ಸಂಪರ್ಕಿಸಬಹುದು ಎಂದು ಅವರು ಪ್ರಕಟಣೆಯಲ್ಲಿ ತಿಳಿಸಿದ್ದಾರೆ.: [48, 1951, 394, 2187]
ndrf-press-photo: [406, 1565, 890, 1780]
youth-col-2: ನೀಡದಿರುವುದರಿಂದ ನಿರುದ್ಯೋಗ ಸಮಸ್ಯೆಯಿಂದ ಬಳಲುತ್ತಿದ್ದಾರೆ. ಇದು ಕರ್ನಾಟಕದಲ್ಲಿ ಮಾತ್ರವಲ್ಲ ದೇಶದಲ್ಲಿ ಸಹ ಇದೇ ಪರಿಸ್ಥಿತಿ ಇದೆ. ಇದಕ್ಕೆ ಹಲವು ಕಾರಣಗಳಿವೆ. ಕೇಂದ್ರ ಮತ್ತು ರಾಜ್ಯ ಸರ್ಕಾರಗಳು ಉದ್ಯೋಗ ಸೃಷ್ಟಿಸುವಲ್ಲಿ ವಿಫಲವಾಗಿವೆ. ಸ್ವಾತಂತ್ರ್ಯ ಬಂದು 75 ವರ್ಷಗಳಾದರೂ ಯುವಜನರಿಗೆ ಉದ್ಯೋಗ ದೊರೆಯುತ್ತಿಲ್ಲ ಎಂದು ದೂರಿದರು.: [646, 1153, 890, 1299]
